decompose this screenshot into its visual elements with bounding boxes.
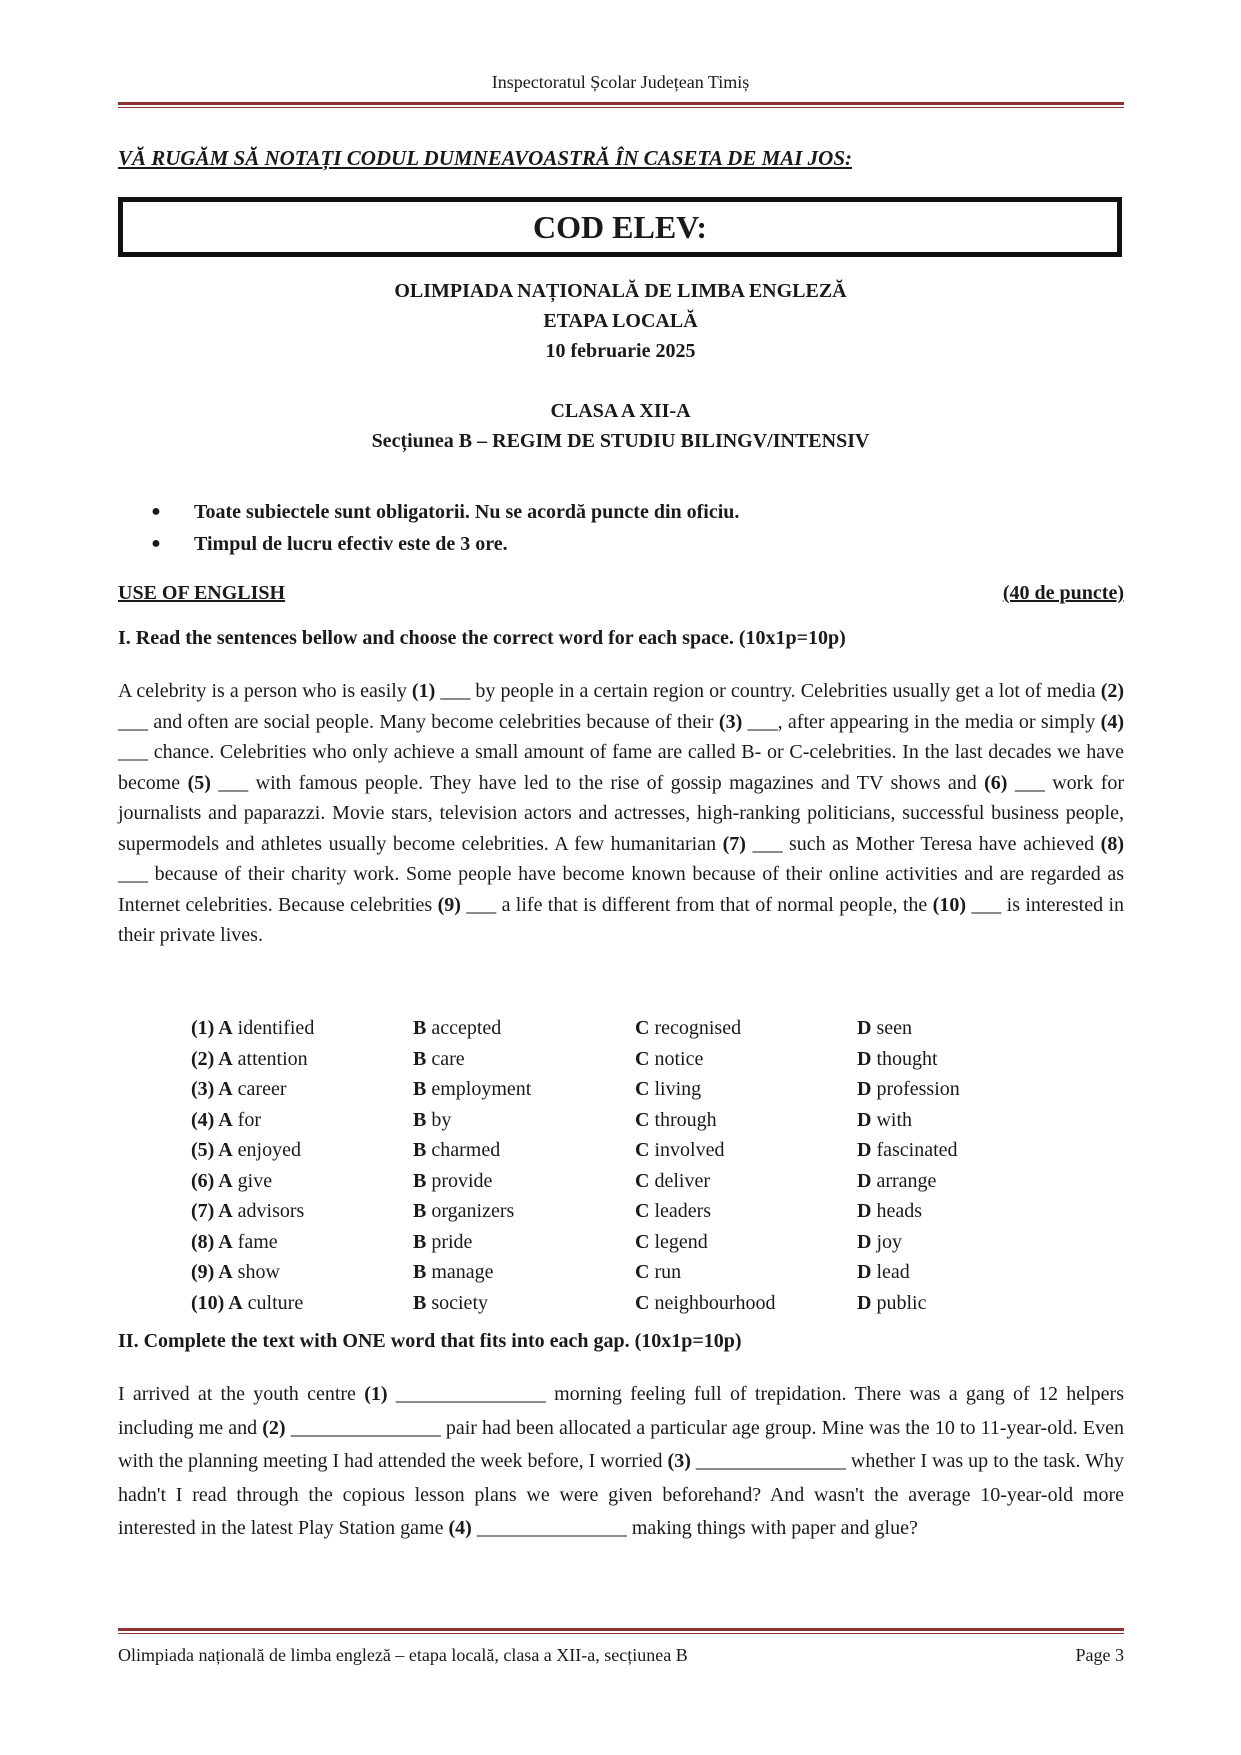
option-c[interactable] xyxy=(635,1170,857,1201)
task-1-passage xyxy=(118,676,1124,951)
option-letter: D xyxy=(857,1139,872,1161)
option-d[interactable] xyxy=(857,1200,1079,1231)
passage-text: I arrived at the youth centre xyxy=(118,1383,365,1405)
option-word: show xyxy=(232,1261,280,1283)
option-letter: (7) A xyxy=(191,1200,233,1222)
option-word: society xyxy=(426,1291,488,1314)
option-letter: D xyxy=(857,1200,872,1222)
option-word: care xyxy=(426,1047,465,1070)
rule-text: Timpul de lucru efectiv este de 3 ore. xyxy=(194,532,508,555)
option-d[interactable] xyxy=(857,1048,1079,1079)
passage-text: ___ a life that is different from that of normal people, the xyxy=(460,893,933,916)
passage-text: _______________ making things with paper and glue? xyxy=(471,1517,918,1540)
option-a[interactable] xyxy=(191,1200,413,1231)
option-word: deliver xyxy=(649,1169,710,1192)
passage-text: ___ because of their charity work. Some people have become known because of their online activities and are regarded as Internet celebrities. Because celebrities xyxy=(118,863,1124,916)
option-word: profession xyxy=(871,1078,960,1100)
gap-number: (4) xyxy=(448,1517,472,1540)
option-a[interactable] xyxy=(191,1261,413,1292)
option-word: with xyxy=(871,1108,913,1131)
option-letter: C xyxy=(635,1047,650,1070)
option-letter: D xyxy=(857,1078,872,1100)
option-word: arrange xyxy=(871,1169,937,1192)
option-word: career xyxy=(232,1078,287,1100)
option-word: legend xyxy=(649,1230,708,1253)
option-row xyxy=(191,1200,1079,1231)
rules-list xyxy=(118,496,739,560)
page-header: Inspectoratul Școlar Județean Timiș xyxy=(491,72,750,92)
option-row xyxy=(191,1078,1079,1109)
option-word: manage xyxy=(426,1261,494,1283)
passage-text: ___ with famous people. They have led to the rise of gossip magazines and TV shows and xyxy=(210,771,985,794)
gap-number: (10) xyxy=(932,893,966,916)
gap-number: (1) xyxy=(364,1383,388,1405)
option-a[interactable] xyxy=(191,1292,413,1323)
option-word: for xyxy=(232,1108,261,1131)
page-number: Page 3 xyxy=(1075,1645,1124,1665)
rule-item xyxy=(118,528,739,560)
passage-text: _______________ morning feeling full of trepidation. There was a gang of 12 helpers including me and xyxy=(118,1383,1124,1439)
option-d[interactable] xyxy=(857,1109,1079,1140)
student-code-box[interactable] xyxy=(118,197,1122,257)
footer-text: Olimpiada națională de limba engleză – etapa locală, clasa a XII-a, secțiunea B xyxy=(118,1645,688,1665)
option-a[interactable] xyxy=(191,1017,413,1048)
option-word: give xyxy=(232,1169,273,1192)
bullet-icon: ● xyxy=(151,503,161,520)
option-row xyxy=(191,1017,1079,1048)
option-word: public xyxy=(871,1291,927,1314)
code-instruction: VĂ RUGĂM SĂ NOTAȚI CODUL DUMNEAVOASTRĂ ÎN CASETA DE MAI JOS: xyxy=(118,146,853,170)
option-letter: (4) A xyxy=(191,1108,233,1131)
option-word: enjoyed xyxy=(232,1139,301,1161)
option-c[interactable] xyxy=(635,1292,857,1323)
answer-options-table xyxy=(191,1017,1079,1322)
option-letter: B xyxy=(413,1230,427,1253)
gap-number: (9) xyxy=(437,893,461,916)
option-c[interactable] xyxy=(635,1017,857,1048)
gap-number: (3) xyxy=(718,710,743,733)
option-word: heads xyxy=(871,1200,922,1222)
task-1-title: I. Read the sentences bellow and choose the correct word for each space. (10x1p=10p) xyxy=(118,627,846,649)
option-word: organizers xyxy=(426,1200,515,1222)
option-word: fascinated xyxy=(871,1139,958,1161)
gap-number: (4) xyxy=(1100,710,1124,733)
option-word: joy xyxy=(871,1230,903,1253)
option-b[interactable] xyxy=(413,1139,635,1170)
option-letter: C xyxy=(635,1261,650,1283)
option-a[interactable] xyxy=(191,1109,413,1140)
passage-text: ___, after appearing in the media or simply xyxy=(742,710,1101,733)
option-row xyxy=(191,1170,1079,1201)
option-d[interactable] xyxy=(857,1261,1079,1292)
class-title: CLASA A XII-A xyxy=(550,400,691,422)
option-b[interactable] xyxy=(413,1231,635,1262)
gap-number: (7) xyxy=(722,832,746,855)
option-d[interactable] xyxy=(857,1139,1079,1170)
option-c[interactable] xyxy=(635,1109,857,1140)
option-word: involved xyxy=(649,1139,725,1161)
option-d[interactable] xyxy=(857,1292,1079,1323)
rule-text: Toate subiectele sunt obligatorii. Nu se acordă puncte din oficiu. xyxy=(194,500,740,523)
option-letter: C xyxy=(635,1200,650,1222)
option-word: charmed xyxy=(426,1139,501,1161)
option-letter: D xyxy=(857,1108,872,1131)
option-word: by xyxy=(426,1108,452,1131)
option-b[interactable] xyxy=(413,1109,635,1140)
exam-date: 10 februarie 2025 xyxy=(545,340,696,362)
section-title: USE OF ENGLISH xyxy=(118,582,286,604)
passage-text: ___ such as Mother Teresa have achieved xyxy=(745,832,1101,855)
option-letter: B xyxy=(413,1139,427,1161)
option-letter: B xyxy=(413,1169,427,1192)
option-letter: D xyxy=(857,1047,872,1070)
option-word: advisors xyxy=(232,1200,305,1222)
option-row xyxy=(191,1139,1079,1170)
option-letter: B xyxy=(413,1200,427,1222)
option-letter: D xyxy=(857,1261,872,1283)
option-row xyxy=(191,1292,1079,1323)
option-word: pride xyxy=(426,1230,473,1253)
option-a[interactable] xyxy=(191,1078,413,1109)
option-word: culture xyxy=(242,1291,304,1314)
gap-number: (2) xyxy=(1100,680,1125,702)
option-a[interactable] xyxy=(191,1048,413,1079)
option-word: run xyxy=(649,1261,682,1283)
option-word: identified xyxy=(232,1017,315,1039)
option-c[interactable] xyxy=(635,1048,857,1079)
option-d[interactable] xyxy=(857,1078,1079,1109)
section-subtitle: Secțiunea B – REGIM DE STUDIU BILINGV/INTENSIV xyxy=(371,430,870,452)
option-b[interactable] xyxy=(413,1078,635,1109)
rule-item xyxy=(118,496,739,528)
option-c[interactable] xyxy=(635,1231,857,1262)
passage-text: ___ chance. Celebrities who only achieve a small amount of fame are called B- or C-celebrities. In the last decades we have become xyxy=(118,741,1124,794)
option-letter: D xyxy=(857,1169,872,1192)
passage-text: _______________ whether I was up to the task. Why hadn't I read through the copious lesson plans we were given beforehand? And wasn't the average 10-year-old more interested in the latest Play Station game xyxy=(118,1450,1124,1540)
option-letter: B xyxy=(413,1291,427,1314)
option-a[interactable] xyxy=(191,1139,413,1170)
option-letter: (8) A xyxy=(191,1230,233,1253)
option-letter: B xyxy=(413,1047,427,1070)
gap-number: (5) xyxy=(187,771,211,794)
option-letter: C xyxy=(635,1230,650,1253)
option-c[interactable] xyxy=(635,1078,857,1109)
option-letter: C xyxy=(635,1108,650,1131)
student-code-label: COD ELEV: xyxy=(533,209,707,245)
passage-text: A celebrity is a person who is easily xyxy=(118,680,412,702)
option-letter: B xyxy=(413,1078,427,1100)
option-a[interactable] xyxy=(191,1170,413,1201)
passage-text: ___ is interested in their private lives. xyxy=(118,893,1125,946)
option-word: fame xyxy=(232,1230,278,1253)
option-d[interactable] xyxy=(857,1231,1079,1262)
option-word: through xyxy=(649,1108,717,1131)
option-c[interactable] xyxy=(635,1261,857,1292)
option-letter: C xyxy=(635,1169,650,1192)
passage-text: ___ by people in a certain region or country. Celebrities usually get a lot of media xyxy=(435,680,1101,702)
option-d[interactable] xyxy=(857,1017,1079,1048)
option-word: lead xyxy=(871,1261,910,1283)
option-b[interactable] xyxy=(413,1017,635,1048)
option-row xyxy=(191,1261,1079,1292)
bullet-icon: ● xyxy=(151,535,161,552)
option-letter: (3) A xyxy=(191,1078,233,1100)
option-letter: B xyxy=(413,1017,427,1039)
gap-number: (8) xyxy=(1100,832,1124,855)
option-letter: D xyxy=(857,1291,872,1314)
option-row xyxy=(191,1048,1079,1079)
option-letter: B xyxy=(413,1108,427,1131)
passage-text: ___ work for journalists and paparazzi. Movie stars, television actors and actresses, high-ranking politicians, successful business people, supermodels and athletes usually become celebrities. A few humanitarian xyxy=(118,771,1125,855)
option-letter: B xyxy=(413,1261,427,1283)
gap-number: (2) xyxy=(262,1416,286,1439)
option-letter: C xyxy=(635,1139,650,1161)
use-of-english-heading xyxy=(118,582,1124,605)
option-letter: C xyxy=(635,1291,650,1314)
option-word: seen xyxy=(871,1017,912,1039)
option-d[interactable] xyxy=(857,1170,1079,1201)
option-word: leaders xyxy=(649,1200,712,1222)
option-word: neighbourhood xyxy=(649,1291,776,1314)
option-letter: C xyxy=(635,1078,650,1100)
option-b[interactable] xyxy=(413,1200,635,1231)
option-word: employment xyxy=(426,1078,532,1100)
option-c[interactable] xyxy=(635,1139,857,1170)
option-row xyxy=(191,1109,1079,1140)
option-word: notice xyxy=(649,1047,704,1070)
option-word: attention xyxy=(232,1047,308,1070)
passage-text: ___ and often are social people. Many become celebrities because of their xyxy=(118,710,719,733)
gap-number: (1) xyxy=(411,680,436,702)
option-a[interactable] xyxy=(191,1231,413,1262)
option-letter: D xyxy=(857,1017,872,1039)
option-b[interactable] xyxy=(413,1048,635,1079)
task-2-title: II. Complete the text with ONE word that fits into each gap. (10x1p=10p) xyxy=(118,1330,742,1352)
section-points: (40 de puncte) xyxy=(1002,582,1124,604)
header-divider xyxy=(118,102,1124,108)
page-footer xyxy=(118,1645,1124,1666)
option-letter: D xyxy=(857,1230,872,1253)
footer-divider xyxy=(118,1628,1124,1634)
option-b[interactable] xyxy=(413,1292,635,1323)
option-word: recognised xyxy=(649,1017,742,1039)
option-letter: (6) A xyxy=(191,1169,233,1192)
option-word: thought xyxy=(871,1047,938,1070)
option-word: provide xyxy=(426,1169,493,1192)
option-c[interactable] xyxy=(635,1200,857,1231)
gap-number: (6) xyxy=(984,771,1008,794)
option-word: accepted xyxy=(426,1017,502,1039)
option-letter: (10) A xyxy=(191,1291,243,1314)
option-letter: (2) A xyxy=(191,1047,233,1070)
option-word: living xyxy=(649,1078,702,1100)
gap-number: (3) xyxy=(667,1450,691,1473)
passage-text: _______________ pair had been allocated a particular age group. Mine was the 10 to 11-year-old. Even with the planning meeting I had attended the week before, I worried xyxy=(118,1416,1124,1473)
option-letter: (9) A xyxy=(191,1261,233,1283)
option-letter: (5) A xyxy=(191,1139,233,1161)
task-2-passage xyxy=(118,1378,1124,1546)
option-letter: (1) A xyxy=(191,1017,233,1039)
option-letter: C xyxy=(635,1017,650,1039)
option-b[interactable] xyxy=(413,1261,635,1292)
stage-title: ETAPA LOCALĂ xyxy=(543,310,698,332)
option-b[interactable] xyxy=(413,1170,635,1201)
olympiad-title: OLIMPIADA NAȚIONALĂ DE LIMBA ENGLEZĂ xyxy=(394,280,847,302)
option-row xyxy=(191,1231,1079,1262)
